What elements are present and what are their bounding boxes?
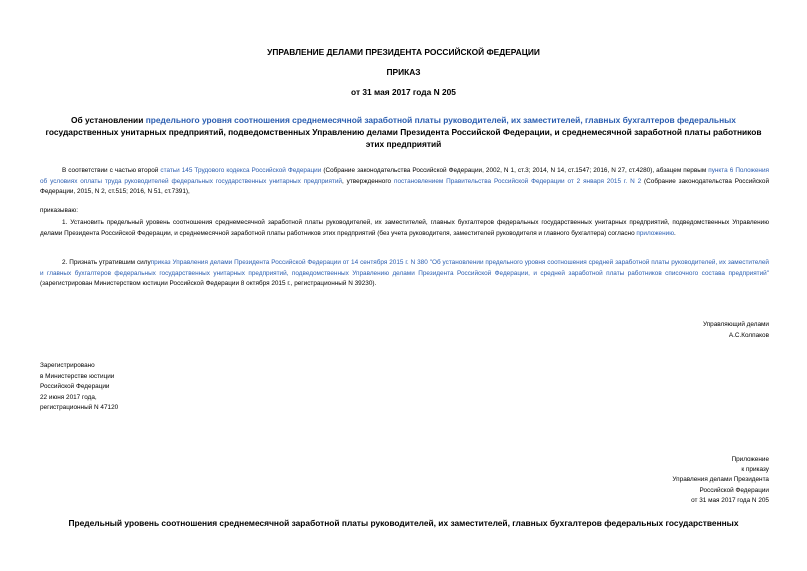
appendix-link[interactable]: приложению: [636, 229, 674, 237]
item-1-end: .: [674, 229, 676, 237]
labor-code-link[interactable]: статьи 145 Трудового кодекса Российской Федерации: [160, 167, 322, 174]
title-link[interactable]: предельного уровня соотношения среднемесячной заработной платы руководителей, их заместителей, главных бухгалтеров федеральных: [145, 115, 736, 125]
item-1-text: 1. Установить предельный уровень соотношения среднемесячной заработной платы руководителей, их заместителей, главных бухгалтеров федеральных государственных унитарных предприятий, подведомственных Управлению делами Президента Российской Федерации, и среднемесячной заработной платы работников этих предприятий (без учета руководителя, заместителей руководителя и главного бухгалтера) согласно: [40, 219, 769, 237]
regulation-link[interactable]: пункта 6 Положения об условиях оплаты труда руководителей федеральных государственных унитарных предприятий: [40, 167, 769, 185]
appendix-line-3: Управления делами Президента: [672, 476, 769, 484]
signature-position: Управляющий делами: [702, 321, 769, 328]
appendix-line-2: к приказу: [741, 466, 769, 474]
preamble-text-4: (Собрание законодательства Российской Федерации, 2015, N 2, ст.515; 2016, N 51, ст.7391),: [40, 177, 770, 195]
doc-type-heading: ПРИКАЗ: [386, 67, 421, 77]
appendix-line-5: от 31 мая 2017 года N 205: [691, 496, 769, 504]
repealed-order-link[interactable]: приказ Управления делами Президента Российской Федерации от 14 сентября 2015 г. N 380 "Об установлении предельного уровня соотношения средней заработной платы руководителей, их заместителей и главных бухгалтеров федеральных государственных унитарных предприятий, подведомственных Управлению делами Президента Российской Федерации, и средней заработной платы работников списочного состава предприятий": [40, 259, 769, 277]
government-decree-link[interactable]: постановлением Правительства Российской Федерации от 2 января 2015 г. N 2: [394, 177, 642, 185]
item-1-paragraph: [40, 218, 769, 239]
registration-line-3: Российской Федерации: [40, 383, 110, 390]
preamble-text-2: (Собрание законодательства Российской Федерации, 2002, N 1, ст.3; 2014, N 14, ст.1547; 2016, N 27, ст.4280), абзацем первым: [321, 167, 709, 174]
item-2-end: (зарегистрирован Министерством юстиции Российской Федерации 8 октября 2015 г., регистрационный N 39230).: [40, 280, 377, 287]
registration-line-5: регистрационный N 47120: [40, 404, 119, 411]
appendix-line-4: Российской Федерации: [699, 486, 769, 494]
preamble-paragraph: [40, 166, 769, 198]
authority-heading: УПРАВЛЕНИЕ ДЕЛАМИ ПРЕЗИДЕНТА РОССИЙСКОЙ ФЕДЕРАЦИИ: [267, 47, 540, 57]
date-number-heading: от 31 мая 2017 года N 205: [351, 87, 456, 97]
registration-line-2: в Министерстве юстиции: [40, 372, 115, 380]
preamble-text-1: В соответствии с частью второй: [62, 167, 161, 174]
registration-block: [40, 361, 118, 414]
title-prefix: Об установлении: [71, 115, 146, 125]
order-title: [40, 114, 767, 150]
signature-name: А.С.Колпаков: [728, 331, 769, 339]
item-2-text: 2. Признать утратившим силу: [62, 259, 151, 266]
title-rest: государственных унитарных предприятий, подведомственных Управлению делами Президента Российской Федерации, и среднемесячной заработной платы работников этих предприятий: [45, 127, 762, 149]
item-2-paragraph: [40, 258, 769, 290]
appendix-title: Предельный уровень соотношения среднемесячной заработной платы руководителей, их заместителей, главных бухгалтеров федеральных государственных: [68, 518, 739, 528]
order-word: приказываю:: [40, 207, 78, 214]
preamble-text-3: , утвержденного: [341, 177, 394, 185]
appendix-line-1: Приложение: [731, 456, 769, 463]
signature-block: [703, 320, 769, 341]
registration-line-4: 22 июня 2017 года,: [40, 393, 97, 401]
appendix-block: [672, 455, 769, 506]
registration-line-1: Зарегистрировано: [40, 362, 95, 369]
